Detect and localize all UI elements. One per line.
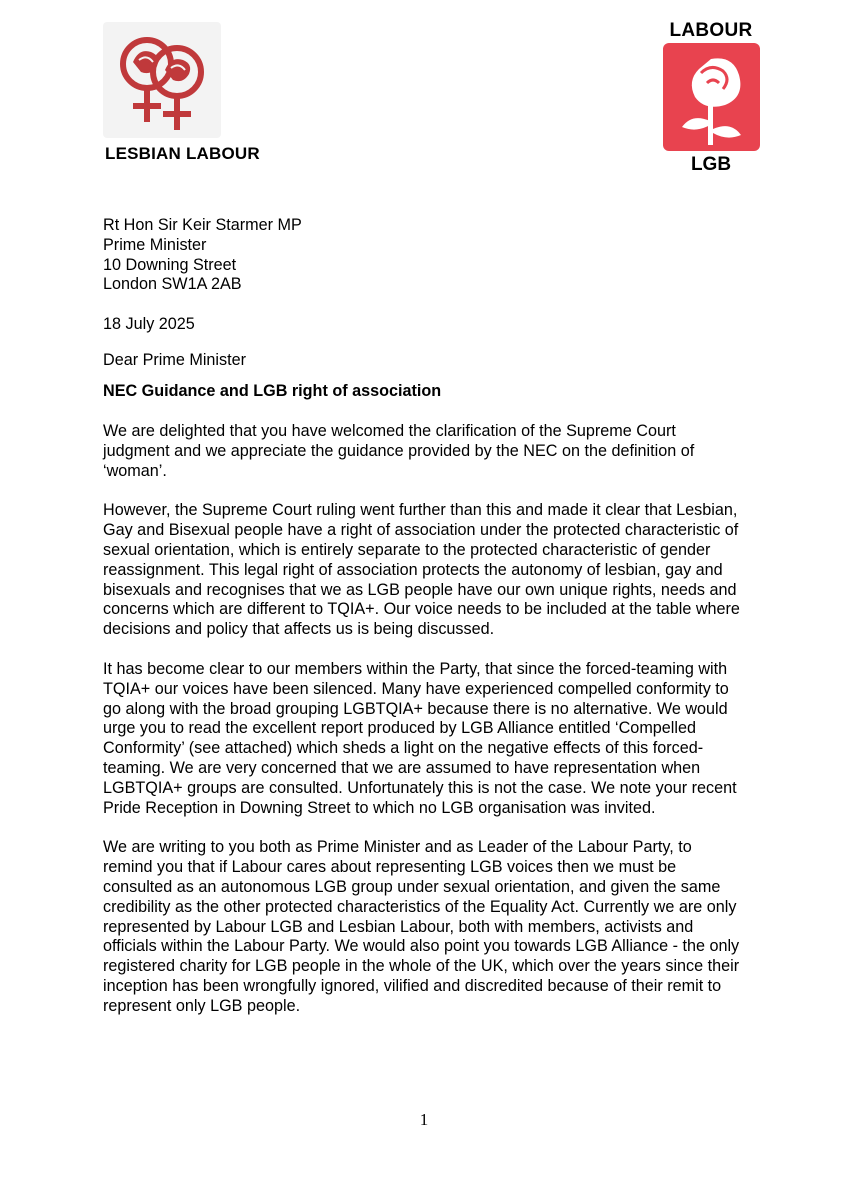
address-line: Rt Hon Sir Keir Starmer MP [103, 216, 302, 234]
lesbian-labour-emblem [103, 22, 221, 138]
page-number: 1 [419, 1110, 429, 1129]
lgb-wordmark: LGB [690, 154, 732, 175]
address-line: London SW1A 2AB [103, 275, 242, 294]
labour-lgb-logo [660, 16, 770, 175]
address-line: Prime Minister [103, 235, 207, 254]
body-paragraph: We are delighted that you have welcomed the clarification of the Supreme Court judgment and we appreciate the guidance provided by the NEC on the definition of ‘woman’. [103, 422, 695, 480]
subject-heading: NEC Guidance and LGB right of association [103, 382, 442, 400]
lesbian-labour-wordmark: LESBIAN LABOUR [105, 144, 260, 163]
body-paragraph: It has become clear to our members within the Party, that since the forced-teaming with TQIA+ our voices have been silenced. Many have experienced compelled conformity to go along with the broad grouping LGBTQIA+ because there is no alternative. We would urge you to read the excellent report produced by LGB Alliance entitled ‘Compelled Conformity’ (see attached) which sheds a light on the negative effects of this forced-teaming. We are very concerned that we are assumed to have representation when LGBTQIA+ groups are consulted. Unfortunately this is not the case. We note your recent Pride Reception in Downing Street to which no LGB organisation was invited. [103, 659, 737, 817]
lesbian-labour-logo [103, 20, 273, 170]
labour-wordmark: LABOUR [669, 20, 753, 41]
letter-date: 18 July 2025 [103, 315, 195, 333]
salutation: Dear Prime Minister [103, 351, 247, 369]
recipient-address [103, 216, 743, 295]
rose-icon [663, 43, 760, 151]
letter-body [103, 422, 743, 1037]
address-line: 10 Downing Street [103, 255, 237, 274]
double-venus-rose-icon [103, 22, 221, 138]
body-paragraph: However, the Supreme Court ruling went further than this and made it clear that Lesbian, Gay and Bisexual people have a right of association under the protected characteristic of sexual orientation, which is entirely separate to the protected characteristic of gender reassignment. This legal right of association protects the autonomy of lesbian, gay and bisexuals and recognises that we as LGB people have our own unique rights, needs and concerns which are different to TQIA+. Our voice needs to be included at the table where decisions and policy that affects us is being discussed. [103, 501, 740, 639]
body-paragraph: We are writing to you both as Prime Minister and as Leader of the Labour Party, to remind you that if Labour cares about representing LGB voices then we must be consulted as an autonomous LGB group under sexual orientation, and given the same credibility as the other protected characteristics of the Equality Act. Currently we are only represented by Labour LGB and Lesbian Labour, both with members, activists and officials within the Labour Party. We would also point you towards LGB Alliance - the only registered charity for LGB people in the whole of the UK, which over the years since their inception has been wrongfully ignored, vilified and discredited because of their remit to represent only LGB people. [103, 838, 740, 1015]
labour-rose-emblem [663, 43, 760, 151]
